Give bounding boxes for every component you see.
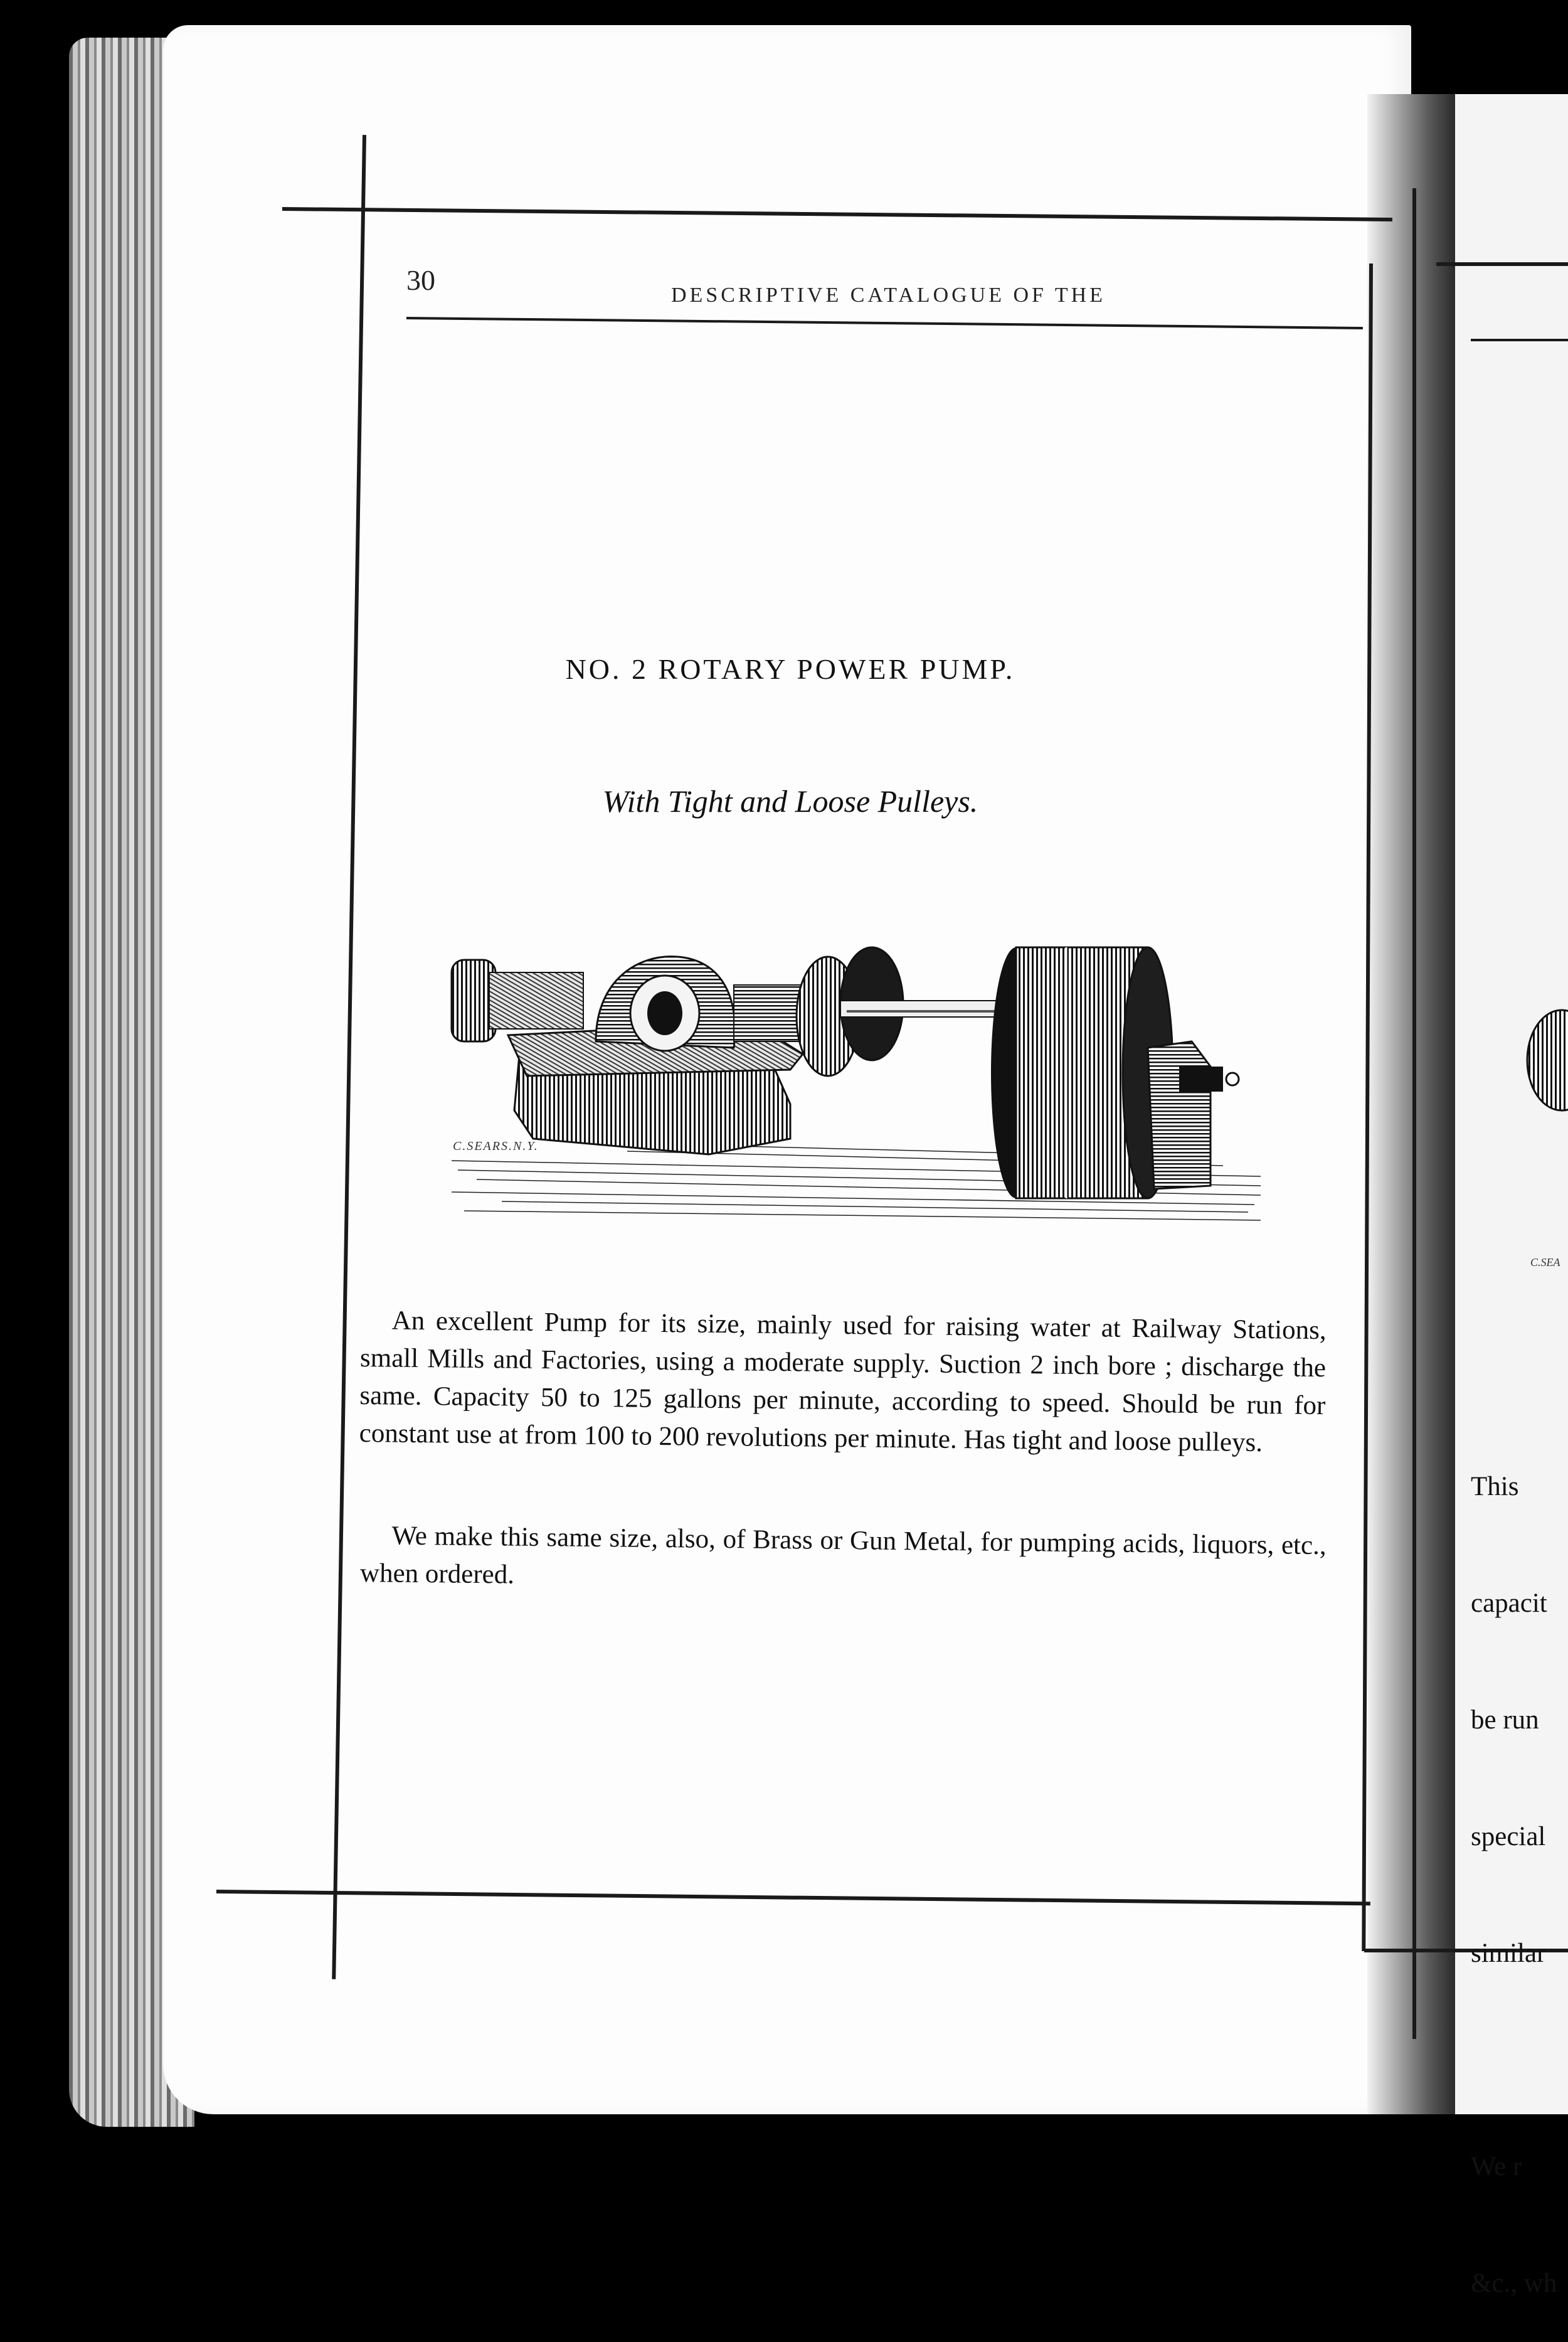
facing-page-gear-illustration	[1524, 1004, 1568, 1117]
facing-line: be run	[1471, 1705, 1539, 1735]
materials-paragraph: We make this same size, also, of Brass or Gun Metal, for pumping acids, liquors, etc., when ordered.	[359, 1521, 1327, 1590]
article-title: NO. 2 ROTARY POWER PUMP.	[565, 653, 1015, 685]
facing-line	[1471, 2051, 1557, 2070]
page-number: 30	[406, 264, 435, 296]
facing-line: &c., wh	[1471, 2269, 1557, 2298]
facing-header-rule	[1471, 339, 1568, 341]
gutter-shadow	[1367, 94, 1455, 2114]
facing-line: We r	[1471, 2152, 1522, 2181]
facing-left-rule	[1412, 188, 1416, 2039]
facing-page-signature: C.SEA	[1530, 1256, 1560, 1269]
facing-page-text	[1471, 1390, 1557, 2342]
facing-line: special	[1471, 1822, 1546, 1851]
facing-line: This	[1471, 1472, 1519, 1501]
facing-top-rule	[1436, 262, 1568, 266]
facing-line: similar	[1471, 1939, 1546, 1968]
article-subtitle: With Tight and Loose Pulleys.	[602, 784, 978, 819]
facing-line: capacit	[1471, 1589, 1547, 1618]
engraver-signature: C.SEARS.N.Y.	[453, 1139, 539, 1153]
running-header: DESCRIPTIVE CATALOGUE OF THE	[671, 284, 1106, 307]
description-paragraph: An excellent Pump for its size, mainly used for raising water at Railway Stations, small Mills and Factories, using a moderate supply. Suction 2 inch bore ; discharge the same. Capacity 50 to 125 gallons per minute, according to speed. Should be run for constant use at from 100 to 200 revolutions per minute. Has tight and loose pulleys.	[359, 1306, 1327, 1458]
pump-engraving-illustration	[439, 922, 1267, 1230]
